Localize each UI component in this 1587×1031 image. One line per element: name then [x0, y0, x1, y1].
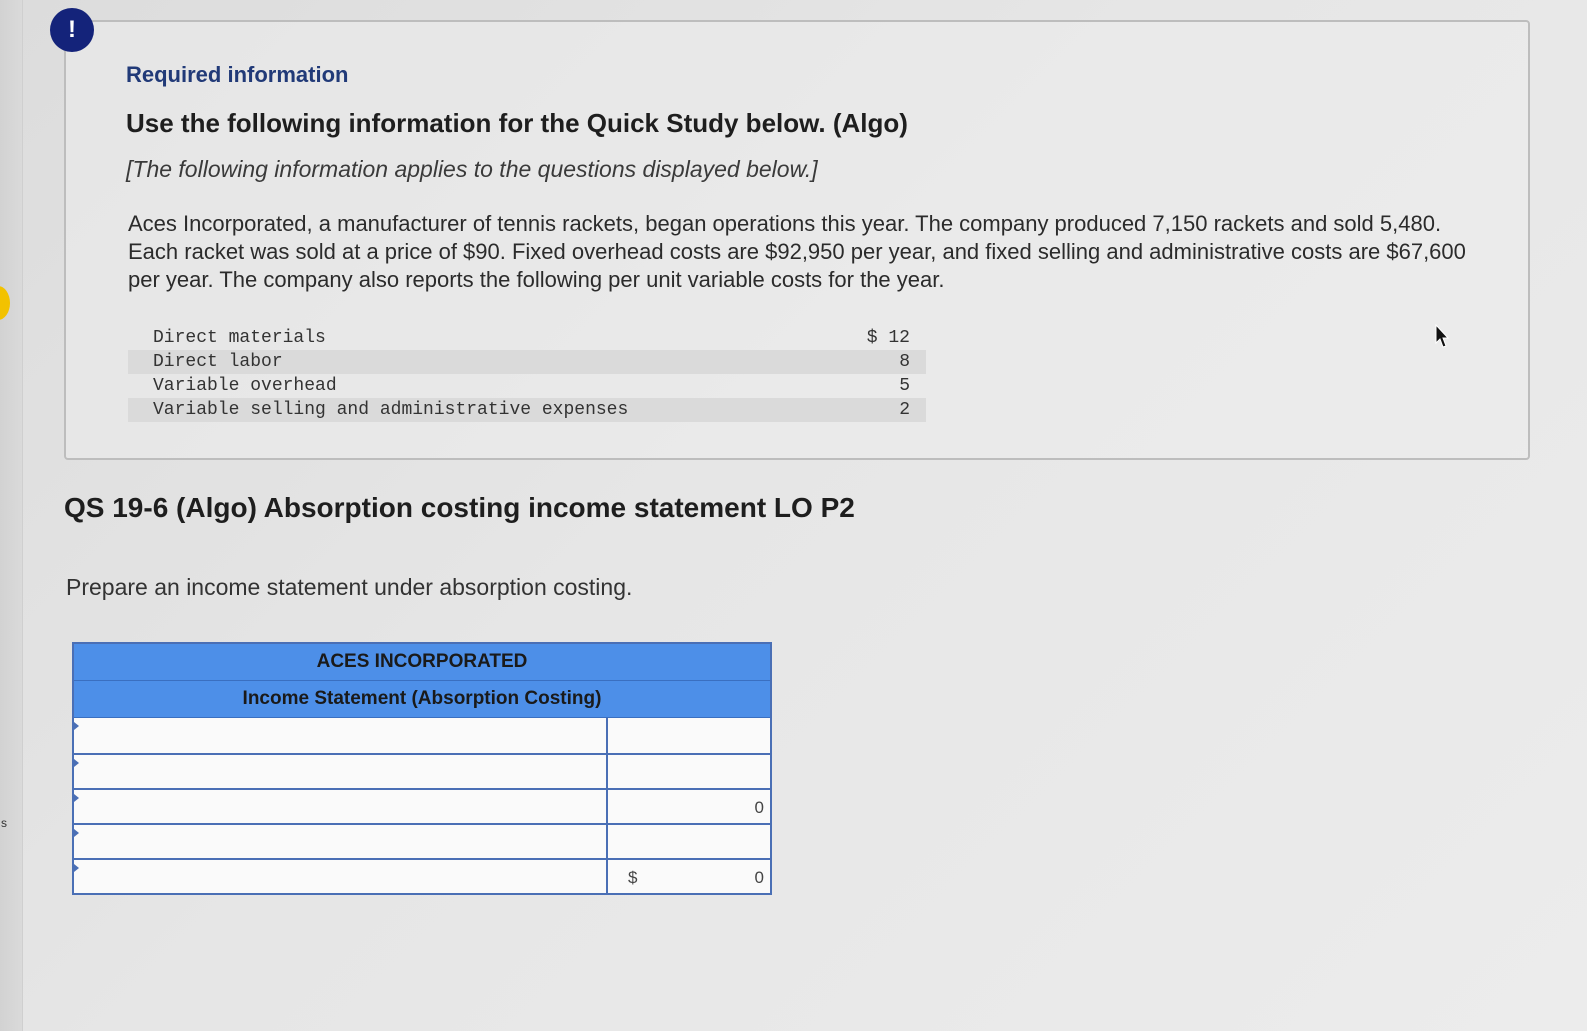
info-title: Use the following information for the Quick Study below. (Algo) — [126, 108, 908, 138]
amount-value: 0 — [754, 868, 764, 887]
cost-row-variable-selling-admin — [128, 398, 926, 422]
edge-text: s — [1, 816, 7, 830]
dollar-sign: $ — [628, 868, 638, 887]
cost-row-variable-overhead — [128, 374, 926, 398]
applies-note: [The following information applies to the questions displayed below.] — [126, 156, 818, 182]
question-title: QS 19-6 (Algo) Absorption costing income statement LO P2 — [64, 492, 855, 523]
cost-label: Direct labor — [153, 352, 283, 372]
statement-company-name: ACES INCORPORATED — [74, 644, 770, 681]
statement-amount-input[interactable] — [608, 755, 770, 788]
statement-amount-input[interactable] — [608, 825, 770, 858]
statement-body — [74, 718, 770, 893]
mouse-cursor-icon — [1434, 324, 1450, 350]
cost-value: 8 — [899, 352, 910, 372]
question-instruction: Prepare an income statement under absorption costing. — [66, 574, 633, 600]
cost-value: 2 — [899, 400, 910, 420]
required-information-heading: Required information — [126, 62, 349, 87]
statement-row — [74, 753, 770, 788]
statement-label-dropdown[interactable] — [74, 755, 608, 788]
cost-label: Variable overhead — [153, 376, 337, 396]
statement-row — [74, 788, 770, 823]
statement-row — [74, 718, 770, 753]
cost-value: 5 — [899, 376, 910, 396]
cost-value: $ 12 — [866, 328, 910, 348]
statement-row — [74, 823, 770, 858]
cost-row-direct-materials — [128, 326, 926, 350]
statement-subtitle: Income Statement (Absorption Costing) — [242, 688, 602, 709]
scenario-text: Aces Incorporated, a manufacturer of tennis rackets, began operations this year. The company produced 7,150 rackets and sold 5,480. Each racket was sold at a price of $90. Fixed overhead costs are $92,950 per year, and fixed selling and administrative costs are $67,600 per year. The company also reports the following per unit variable costs for the year. — [128, 211, 1466, 292]
variable-cost-table — [128, 326, 926, 422]
statement-header — [74, 644, 770, 718]
cost-label: Direct materials — [153, 328, 326, 348]
statement-row — [74, 858, 770, 893]
statement-label-dropdown[interactable] — [74, 790, 608, 823]
income-statement-worksheet — [72, 642, 772, 895]
left-panel-edge — [0, 0, 23, 1031]
exclamation-icon: ! — [50, 8, 94, 52]
cost-row-direct-labor — [128, 350, 926, 374]
cost-label: Variable selling and administrative expenses — [153, 400, 629, 420]
statement-amount-input[interactable] — [608, 718, 770, 753]
statement-amount-input[interactable] — [608, 790, 770, 823]
statement-label-dropdown[interactable] — [74, 825, 608, 858]
statement-label-dropdown[interactable] — [74, 860, 608, 893]
statement-amount-input[interactable] — [608, 860, 770, 893]
statement-label-dropdown[interactable] — [74, 718, 608, 753]
amount-value: 0 — [754, 798, 764, 817]
